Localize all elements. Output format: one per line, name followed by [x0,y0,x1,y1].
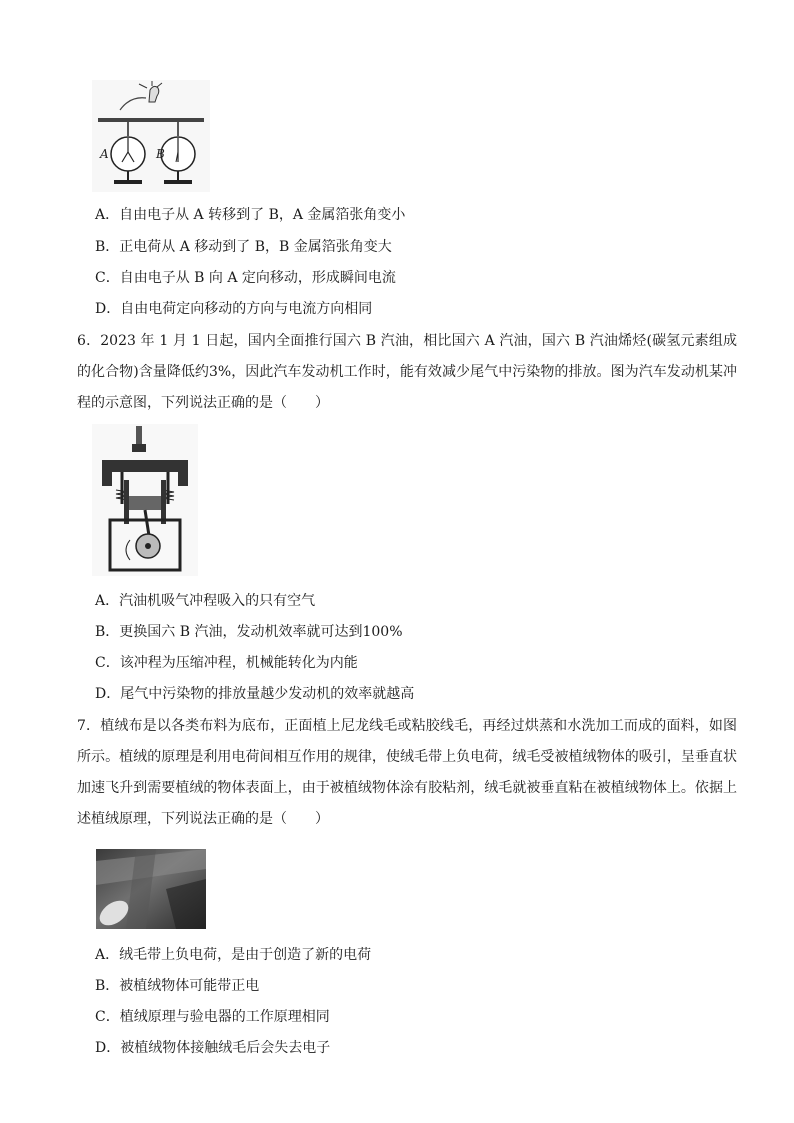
q6-option-c: C．该冲程为压缩冲程，机械能转化为内能 [95,655,358,671]
q7-stem: 7．植绒布是以各类布料为底布，正面植上尼龙线毛或粘胶线毛，再经过烘蒸和水洗加工而成的面料，如图所示。植绒的原理是利用电荷间相互作用的规律，使绒毛带上负电荷，绒毛受被植绒物体的吸引，呈垂直状加速飞升到需要植绒的物体表面上，由于被植绒物体涂有胶粘剂，绒毛就被垂直粘在被植绒物体上。依据上述植绒原理，下列说法正确的是（ ） [77,718,737,827]
q6-option-a: A．汽油机吸气冲程吸入的只有空气 [95,593,316,609]
q6-option-b: B．更换国六 B 汽油，发动机效率就可达到100% [95,624,403,640]
q6-option-d: D．尾气中污染物的排放量越少发动机的效率就越高 [95,686,415,702]
q5-option-d: D．自由电荷定向移动的方向与电流方向相同 [95,301,373,317]
engine-figure [92,424,198,576]
q7-option-a: A．绒毛带上负电荷，是由于创造了新的电荷 [95,947,372,963]
engine-diagram [92,424,198,576]
electroscope-label-b: B [156,147,165,161]
fabric-image [96,849,206,929]
q5-option-a: A．自由电子从 A 转移到了 B，A 金属箔张角变小 [95,207,406,223]
electroscope-figure [92,80,210,192]
q7-option-b: B．被植绒物体可能带正电 [95,978,260,994]
q7-option-d: D．被植绒物体接触绒毛后会失去电子 [95,1040,331,1056]
q7-option-c: C．植绒原理与验电器的工作原理相同 [95,1009,330,1025]
electroscope-diagram [92,80,210,192]
flocked-fabric-photo [96,849,206,929]
q5-option-c: C．自由电子从 B 向 A 定向移动，形成瞬间电流 [95,270,396,286]
electroscope-label-a: A [100,147,109,161]
q5-option-b: B．正电荷从 A 移动到了 B，B 金属箔张角变大 [95,239,392,255]
q6-stem: 6．2023 年 1 月 1 日起，国内全面推行国六 B 汽油，相比国六 A 汽油，国六 B 汽油烯烃(碳氢元素组成的化合物)含量降低约3%，因此汽车发动机工作时，能有效减少尾气中污染物的排放。图为汽车发动机某冲程的示意图，下列说法正确的是（ ） [77,333,737,411]
